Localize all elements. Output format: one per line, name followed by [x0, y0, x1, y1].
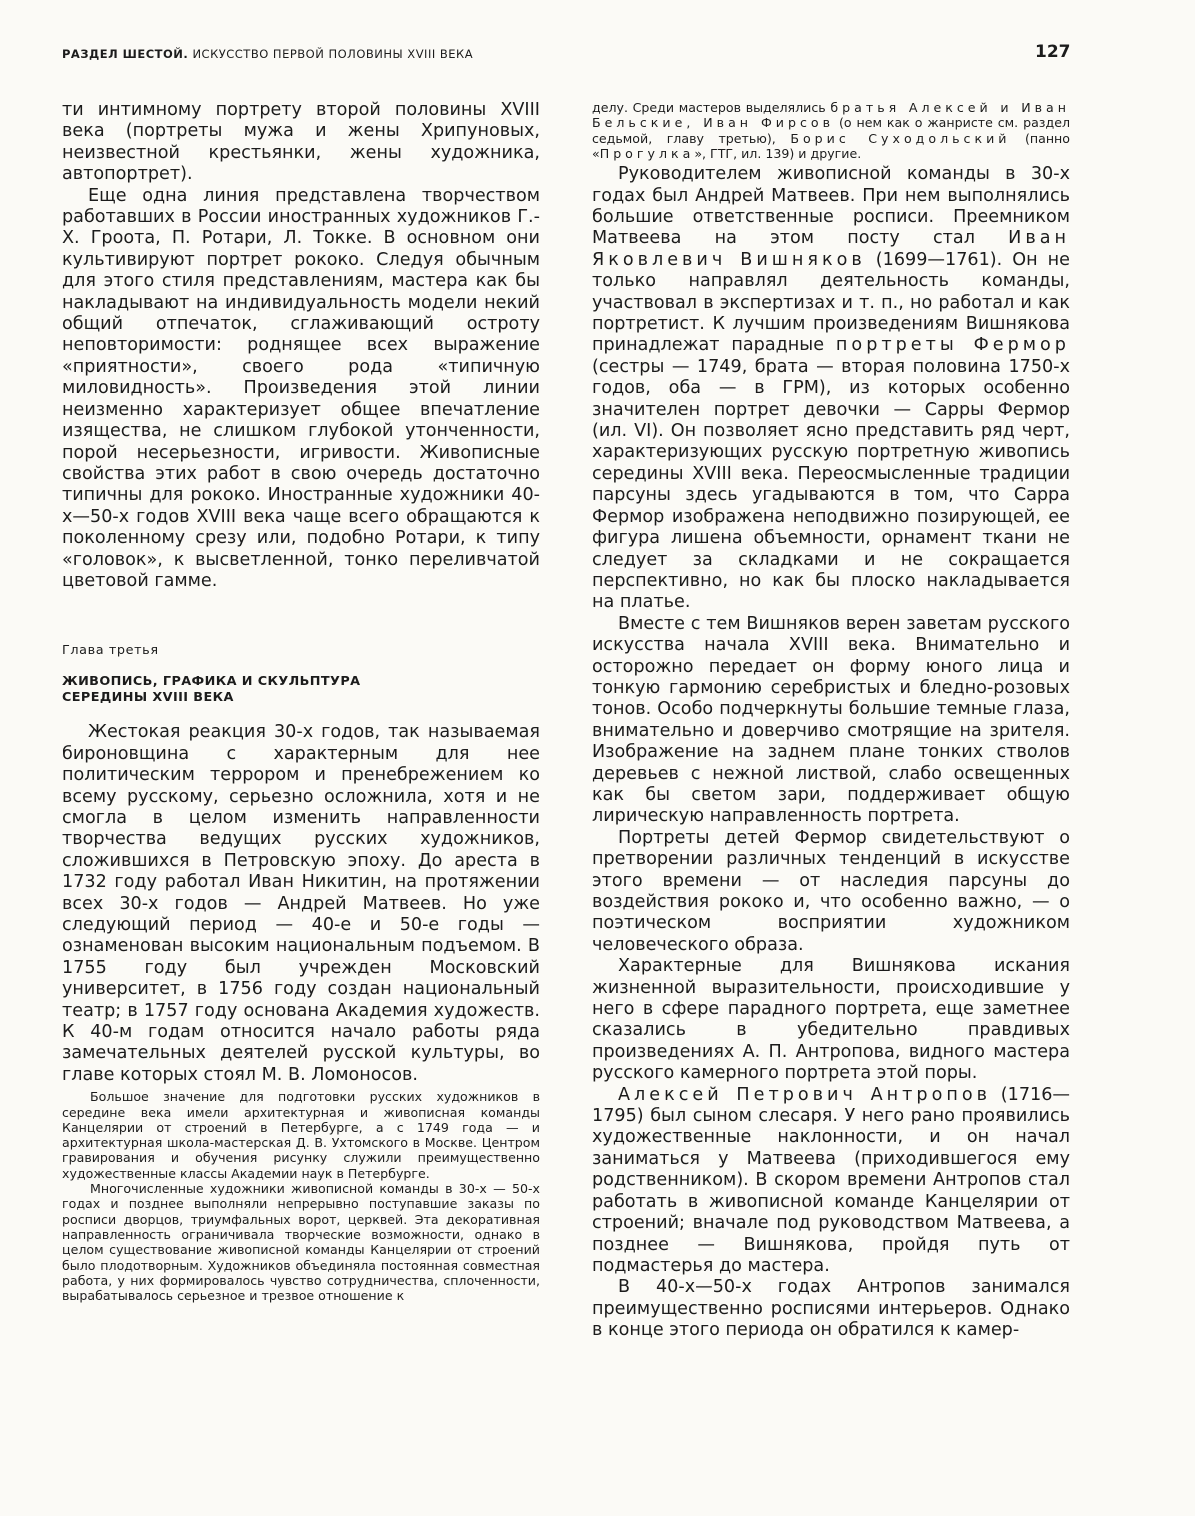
paragraph: Руководителем живописной команды в 30-х годах был Андрей Матвеев. При нем выполнялись большие ответственные росписи. Преемником Матвеева на этом посту стал Иван Яковлевич Вишняков (1699—1761). Он не только направлял деятельность команды, участвовал в экспертизах и т. п., но работал и как портретист. К лучшим произведениям Вишнякова принадлежат парадные портреты Фермор (сестры — 1749, брата — вторая половина 1750-х годов, оба — в ГРМ), из которых особенно значителен портрет девочки — Сарры Фермор (ил. VI). Он позволяет ясно представить ряд черт, характеризующих русскую портретную живопись середины XVIII века. Переосмысленные традиции парсуны здесь угадываются в том, что Сарра Фермор изображена неподвижно позирующей, ее фигура лишена объемности, орнамент ткани не следует за складками и не сокращается перспективно, но как бы плоско накладывается на платье. — [592, 164, 1071, 613]
section-label: РАЗДЕЛ ШЕСТОЙ. — [62, 47, 189, 61]
artist-name: Иван Яковлевич Вишняков — [592, 228, 1070, 270]
small-print-paragraph: Большое значение для подготовки русских художников в середине века имели архитектурная и живописная команды Канцелярии от строений в Петербурге, а с 1749 года — и архитектурная школа-мастерская Д. В. Ухтомского в Москве. Центром гравирования и обучения рисунку служили преимущественно художественные классы Академии наук в Петербурге. — [62, 1089, 540, 1181]
section-title: ИСКУССТВО ПЕРВОЙ ПОЛОВИНЫ XVIII ВЕКА — [192, 47, 474, 61]
paragraph: Жестокая реакция 30-х годов, так называемая бироновщина с характерным для нее политическим террором и пренебрежением ко всему русскому, серьезно осложнила, хотя и не смогла в целом изменить направленности творчества ведущих русских художников, сложившихся в Петровскую эпоху. До ареста в 1732 году работал Иван Никитин, на протяжении всех 30-х годов — Андрей Матвеев. Но уже следующий период — 40-е и 50-е годы — ознаменован высоким национальным подъемом. В 1755 году был учрежден Московский университет, в 1756 году создан национальный театр; в 1757 году основана Академия художеств. К 40-м годам относится начало работы ряда замечательных деятелей русской культуры, во главе которых стоял М. В. Ломоносов. — [62, 722, 540, 1085]
paragraph: ти интимному портрету второй половины XVIII века (портреты мужа и жены Хрипуновых, неизвестной крестьянки, жены художника, автопортрет). — [62, 100, 540, 185]
paragraph: Алексей Петрович Антропов (1716—1795) был сыном слесаря. У него рано проявились художественные наклонности, и он начал заниматься у Матвеева (приходившегося ему родственником). В скором времени Антропов стал работать в живописной команде Канцелярии от строений; вначале под руководством Матвеева, а позднее — Вишнякова, пройдя путь от подмастерья до мастера. — [592, 1084, 1071, 1276]
paragraph: Вместе с тем Вишняков верен заветам русского искусства начала XVIII века. Внимательно и осторожно передает он форму юного лица и тонкую гармонию серебристых и бледно-розовых тонов. Особо подчеркнуты большие темные глаза, внимательно и доверчиво смотрящие на зрителя. Изображение на заднем плане тонких стволов деревьев с нежной листвой, слабо освещенных как бы светом зари, поддерживает общую лирическую направленность портрета. — [592, 613, 1070, 827]
artist-name: Борис Суходольский — [790, 130, 1011, 146]
small-print-paragraph: делу. Среди мастеров выделялись братья Алексей и Иван Бельские, Иван Фирсов (о нем как о жанристе см. раздел седьмой, главу третью), Борис Суходольский (панно «Прогулка», ГТГ, ил. 139) и другие. — [592, 100, 1070, 161]
chapter-title-line: СЕРЕДИНЫ XVIII ВЕКА — [62, 690, 234, 706]
left-column — [62, 100, 540, 1303]
chapter-label: Глава третья — [62, 643, 159, 659]
small-print-paragraph: Многочисленные художники живописной команды в 30-х — 50-х годах и позднее выполняли непрерывно поступавшие заказы по росписи дворцов, триумфальных ворот, церквей. Эта декоративная направленность ограничивала творческие возможности, однако в целом существование живописной команды Канцелярии от строений было плодотворным. Художников объединяла постоянная совместная работа, у них формировалось чувство сотрудничества, сплоченности, вырабатывалось серьезное и трезвое отношение к — [62, 1181, 540, 1304]
paragraph: Еще одна линия представлена творчеством работавших в России иностранных художников Г.-Х. Гроота, П. Ротари, Л. Токке. В основном они культивируют портрет рококо. Следуя обычным для этого стиля представлениям, мастера как бы накладывают на индивидуальность модели некий общий отпечаток, сглаживающий остроту неповторимости: роднящее всех выражение «приятности», своего рода «типичную миловидность». Произведения этой линии неизменно характеризует общее впечатление изящества, не слишком глубокой утонченности, порой несерьезности, игривости. Живописные свойства этих работ в свою очередь достаточно типичны для рококо. Иностранные художники 40-х—50-х годов XVIII века чаще всего обращаются к поколенному срезу или, подобно Ротари, к типу «головок», к высветленной, тонко переливчатой цветовой гамме. — [62, 185, 540, 591]
page-number: 127 — [1035, 42, 1071, 62]
chapter-title — [62, 674, 540, 706]
paragraph: В 40-х—50-х годах Антропов занимался преимущественно росписями интерьеров. Однако в конце этого периода он обратился к камер- — [592, 1277, 1070, 1341]
right-column — [592, 100, 1070, 1342]
artist-name: братья Алексей и Иван Бельские, Иван Фирсов — [592, 100, 1070, 131]
paragraph: Портреты детей Фермор свидетельствуют о претворении различных тенденций в искусстве этого времени — от наследия парсуны до воздействия рококо и, что особенно важно, — о поэтическом восприятии художником человеческого образа. — [592, 827, 1070, 955]
artwork-title: портреты Фермор — [835, 335, 1070, 356]
artwork-title: Прогулка — [599, 145, 695, 161]
artist-name: Алексей Петрович Антропов — [618, 1084, 991, 1105]
chapter-title-line: ЖИВОПИСЬ, ГРАФИКА И СКУЛЬПТУРА — [62, 674, 361, 690]
paragraph: Характерные для Вишнякова искания жизненной выразительности, происходившие у него в сфере парадного портрета, еще заметнее сказались в убедительно правдивых произведениях А. П. Антропова, видного мастера русского камерного портрета этой поры. — [592, 956, 1070, 1084]
running-head — [62, 47, 473, 61]
